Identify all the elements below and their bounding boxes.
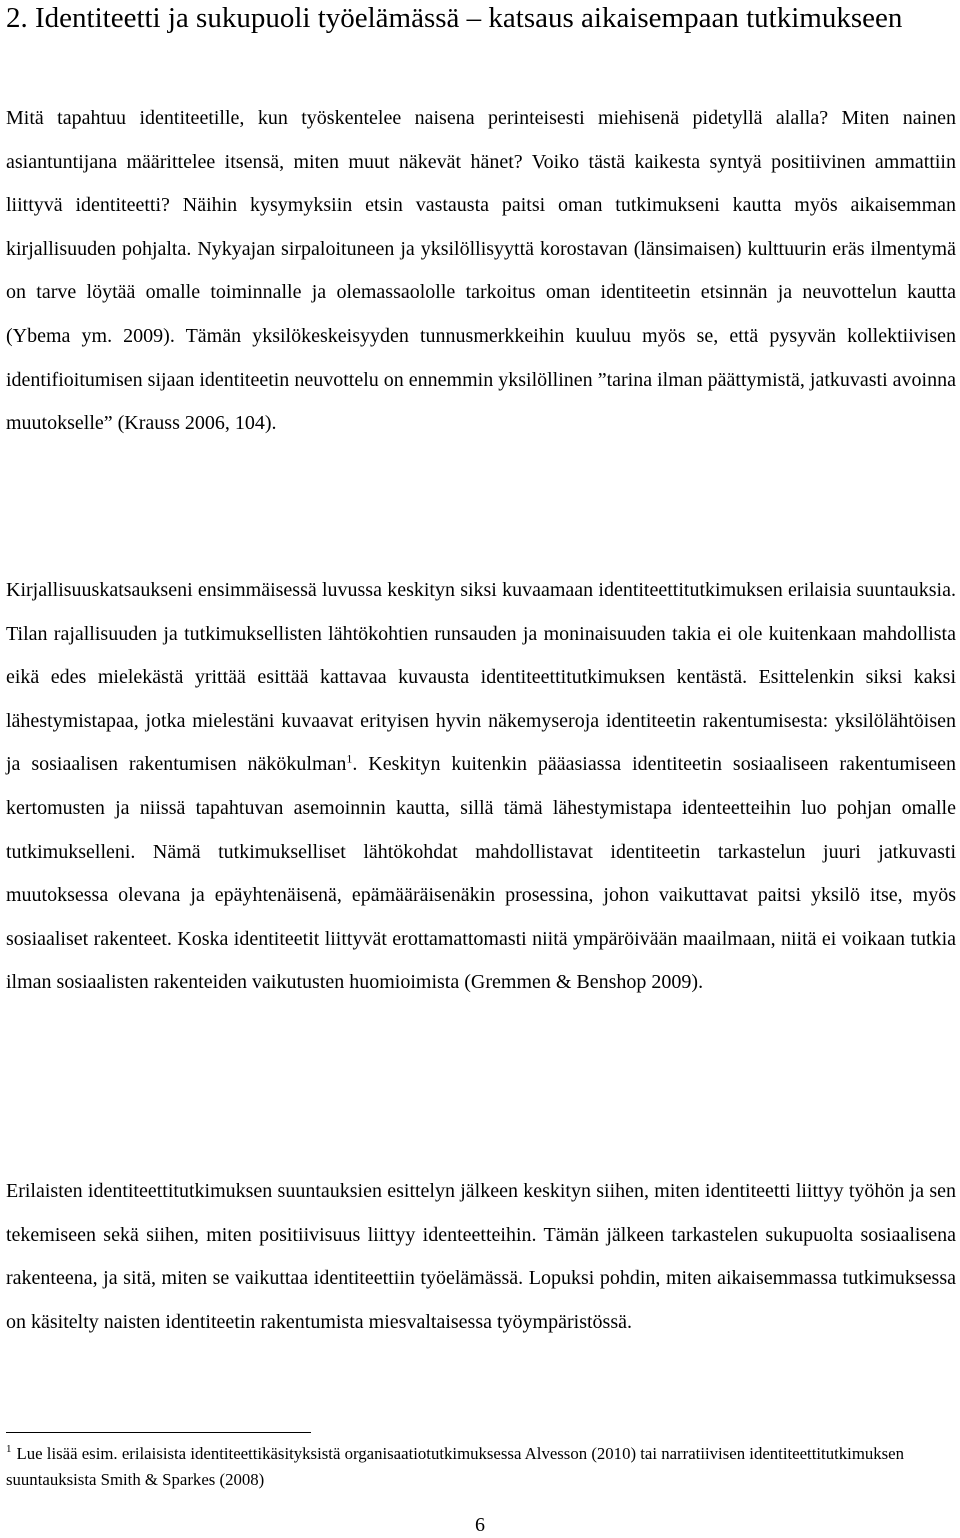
footnote [6,1441,956,1493]
footnote-separator [6,1432,311,1433]
page-number: 6 [475,1514,485,1536]
paragraph-text-after-note: . Keskityn kuitenkin pääasiassa identiteetin sosiaaliseen rakentumiseen kertomusten ja niissä tapahtuvan asemoinnin kautta, sillä tämä lähestymistapa identeetteihin luo pohjan omalle tutkimukselleni. Nämä tutkimukselliset lähtökohdat mahdollistavat identiteetin tarkastelun juuri jatkuvasti muutoksessa olevana ja epäyhtenäisenä, epämääräisenäkin prosessina, johon vaikuttavat paitsi yksilö itse, myös sosiaaliset rakenteet. Koska identiteetit liittyvät erottamattomasti niitä ympäröivään maailmaan, niitä ei voikaan tutkia ilman sosiaalisten rakenteiden vaikutusten huomioimista (Gremmen & Benshop 2009). [6,753,956,994]
paragraph-intro: Mitä tapahtuu identiteetille, kun työskentelee naisena perinteisesti miehisenä pidetyllä alalla? Miten nainen asiantuntijana määrittelee itsensä, miten muut näkevät hänet? Voiko tästä kaikesta syntyä positiivinen ammattiin liittyvä identiteetti? Näihin kysymyksiin etsin vastausta paitsi oman tutkimukseni kautta myös aikaisemman kirjallisuuden pohjalta. Nykyajan sirpaloituneen ja yksilöllisyyttä korostavan (länsimaisen) kulttuurin eräs ilmentymä on tarve löytää omalle toiminnalle ja olemassaololle tarkoitus oman identiteetin etsinnän ja neuvottelun kautta (Ybema ym. 2009). Tämän yksilökeskeisyyden tunnusmerkkeihin kuuluu myös se, että pysyvän kollektiivisen identifioitumisen sijaan identiteetin neuvottelu on ennemmin yksilöllinen ”tarina ilman päättymistä, jatkuvasti avoinna muutokselle” (Krauss 2006, 104). [6,107,956,435]
paragraph-literature-review [6,569,956,1005]
paragraph-outline: Erilaisten identiteettitutkimuksen suuntauksien esittelyn jälkeen keskityn siihen, miten identiteetti liittyy työhön ja sen tekemiseen sekä siihen, miten positiivisuus liittyy identeetteihin. Tämän jälkeen tarkastelen sukupuolta sosiaalisena rakenteena, ja sitä, miten se vaikuttaa identiteettiin työelämässä. Lopuksi pohdin, miten aikaisemmassa tutkimuksessa on käsitelty naisten identiteetin rakentumista miesvaltaisessa työympäristössä. [6,1180,956,1333]
footnote-number: 1 [6,1443,12,1456]
footnote-text: Lue lisää esim. erilaisista identiteettikäsityksistä organisaatiotutkimuksessa Alvesson (2010) tai narratiivisen identiteettitutkimuksen suuntauksista Smith & Sparkes (2008) [6,1444,905,1489]
paragraph-text-before-note: Kirjallisuuskatsaukseni ensimmäisessä luvussa keskityn siksi kuvaamaan identiteettitutkimuksen erilaisia suuntauksia. Tilan rajallisuuden ja tutkimuksellisten lähtökohtien runsauden ja moninaisuuden takia ei ole kuitenkaan mahdollista eikä edes mielekästä yrittää esittää kattavaa kuvausta identiteettitutkimuksen kentästä. Esittelenkin siksi kaksi lähestymistapaa, jotka mielestäni kuvaavat erityisen hyvin näkemyseroja identiteetin rakentumisesta: yksilölähtöisen ja sosiaalisen rakentumisen näkökulman [6,579,956,776]
footnote-reference[interactable]: 1 [346,751,353,766]
section-heading: 2. Identiteetti ja sukupuoli työelämässä – katsaus aikaisempaan tutkimukseen [6,2,903,34]
